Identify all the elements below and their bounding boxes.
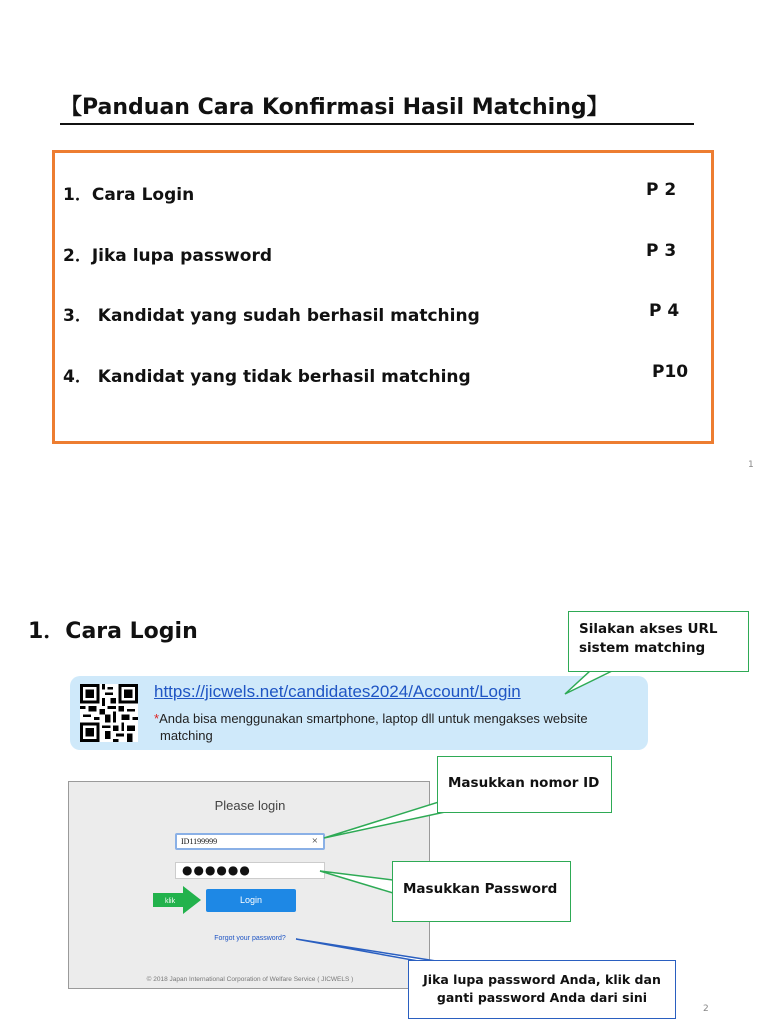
toc-label: Jika lupa password	[91, 246, 272, 266]
id-input[interactable]	[175, 833, 325, 850]
toc-page-ref: P 2	[646, 180, 677, 200]
login-url-link[interactable]: https://jicwels.net/candidates2024/Account/Login	[154, 682, 521, 701]
login-title: Please login	[214, 798, 286, 813]
section-heading: 1．Cara Login	[28, 619, 198, 644]
callout-line-1: Jika lupa password Anda, klik dan	[423, 972, 661, 987]
callout-line-2: ganti password Anda dari sini	[436, 990, 648, 1005]
toc-item	[63, 362, 471, 387]
arrow-label: klik	[165, 898, 176, 905]
callout-enter-id: Masukkan nomor ID	[437, 756, 612, 813]
toc-number: 2．	[63, 246, 92, 266]
toc-number: 4．	[63, 367, 92, 387]
toc-number: 1．	[63, 185, 92, 205]
toc-item	[63, 301, 480, 326]
forgot-password-link[interactable]: Forgot your password?	[214, 935, 286, 942]
login-button[interactable]: Login	[206, 889, 296, 912]
callout-enter-password: Masukkan Password	[392, 861, 571, 922]
toc-label: Kandidat yang sudah berhasil matching	[97, 306, 480, 326]
asterisk: *	[154, 711, 160, 726]
title-underline	[60, 123, 694, 125]
note-line-2: matching	[160, 728, 213, 743]
callout-forgot-password	[408, 960, 676, 1019]
toc-page-ref: P 4	[649, 301, 680, 321]
toc-page-ref: P 3	[646, 241, 677, 261]
arrow-right-icon	[153, 886, 201, 914]
page-title: 【Panduan Cara Konfirmasi Hasil Matching】	[60, 95, 609, 120]
password-input[interactable]: ●●●●●●	[175, 862, 325, 879]
note-line-1: Anda bisa menggunakan smartphone, laptop dll untuk mengakses website	[159, 711, 588, 726]
login-screenshot	[68, 781, 430, 989]
toc-number: 3．	[63, 306, 92, 326]
table-of-contents	[52, 150, 714, 444]
toc-page-ref: P10	[652, 362, 689, 382]
clear-icon[interactable]: ×	[311, 835, 318, 847]
copyright-text: © 2018 Japan International Corporation of Welfare Service ( JICWELS )	[146, 976, 354, 983]
id-value: ID1199999	[181, 837, 218, 846]
toc-item	[63, 241, 272, 266]
page-number: 2	[703, 1004, 709, 1014]
toc-item	[63, 180, 194, 205]
page-number: 1	[748, 460, 754, 470]
qr-code-icon	[80, 684, 138, 742]
toc-label: Kandidat yang tidak berhasil matching	[97, 367, 471, 387]
device-note	[154, 710, 644, 744]
toc-label: Cara Login	[91, 185, 195, 205]
callout-access-url: Silakan akses URL sistem matching	[568, 611, 749, 672]
